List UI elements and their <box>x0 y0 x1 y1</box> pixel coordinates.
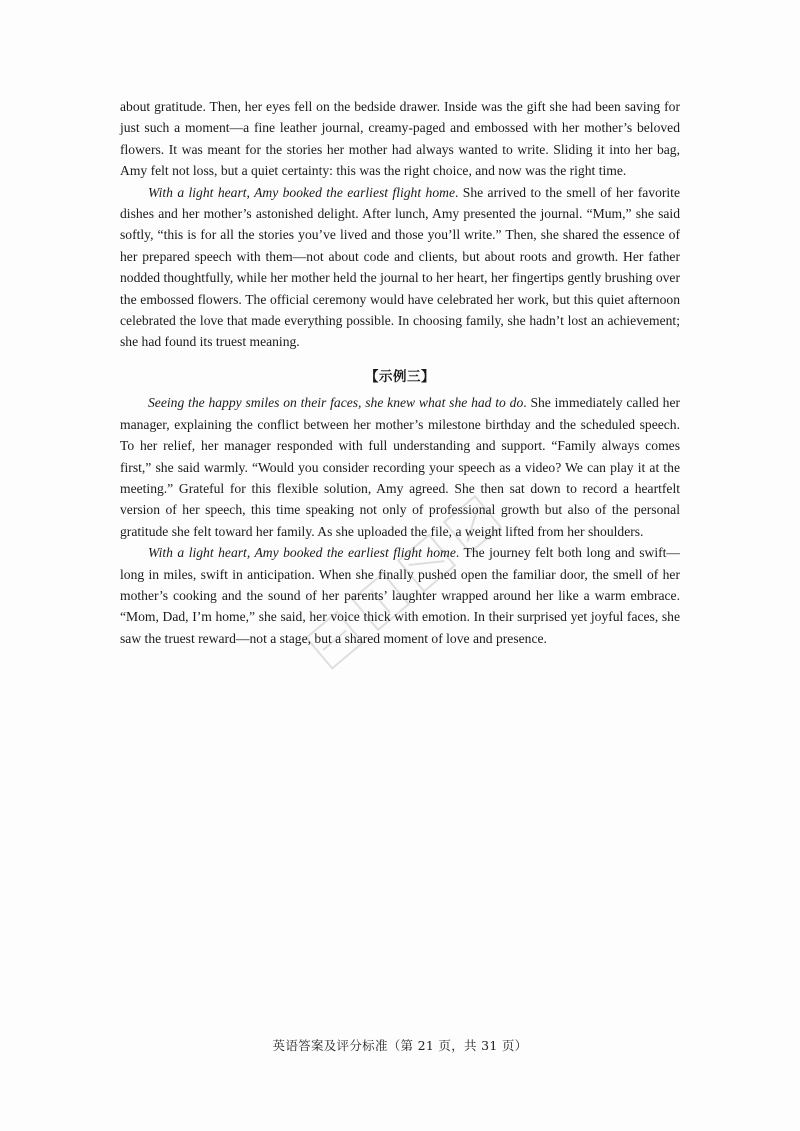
section-heading-example-3: 【示例三】 <box>365 368 435 385</box>
paragraph-2-lead: With a light heart, Amy booked the earliest flight home <box>148 184 455 200</box>
page-footer: 英语答案及评分标准（第 21 页，共 31 页） <box>272 1038 528 1053</box>
document-body <box>120 96 680 649</box>
paragraph-3 <box>120 392 680 542</box>
paragraph-4 <box>120 542 680 649</box>
paragraph-2-body: . She arrived to the smell of her favorite dishes and her mother’s astonished delight. After lunch, Amy presented the journal. “Mum,” she said softly, “this is for all the stories you’ve lived and those you’ll write.” Then, she shared the essence of her prepared speech with them—not about code and clients, but about roots and growth. Her father nodded thoughtfully, while her mother held the journal to her heart, her fingertips gently brushing over the embossed flowers. The official ceremony would have celebrated her work, but this quiet afternoon celebrated the love that made everything possible. In choosing family, she hadn’t lost an achievement; she had found its truest meaning. <box>120 184 680 350</box>
paragraph-4-body: . The journey felt both long and swift—long in miles, swift in anticipation. When she finally pushed open the familiar door, the smell of her mother’s cooking and the sound of her parents’ laughter wrapped around her like a warm embrace. “Mom, Dad, I’m home,” she said, her voice thick with emotion. In their surprised yet joyful faces, she saw the truest reward—not a stage, but a shared moment of love and presence. <box>120 545 680 646</box>
paragraph-3-body: . She immediately called her manager, explaining the conflict between her mother’s milestone birthday and the scheduled speech. To her relief, her manager responded with full understanding and support. “Family always comes first,” she said warmly. “Would you consider recording your speech as a video? We can play it at the meeting.” Grateful for this flexible solution, Amy agreed. She then sat down to record a heartfelt version of her speech, this time speaking not only of professional growth but also of the personal gratitude she felt toward her family. As she uploaded the file, a weight lifted from her shoulders. <box>120 395 681 539</box>
paragraph-3-lead: Seeing the happy smiles on their faces, she knew what she had to do <box>148 395 524 411</box>
paragraph-1: about gratitude. Then, her eyes fell on the bedside drawer. Inside was the gift she had been saving for just such a moment—a fine leather journal, creamy-paged and embossed with her mother’s beloved flowers. It was meant for the stories her mother had always wanted to write. Sliding it into her bag, Amy felt not loss, but a quiet certainty: this was the right choice, and now was the right time. <box>120 99 680 179</box>
paragraph-4-lead: With a light heart, Amy booked the earliest flight home <box>148 545 456 561</box>
paragraph-2 <box>120 182 680 353</box>
